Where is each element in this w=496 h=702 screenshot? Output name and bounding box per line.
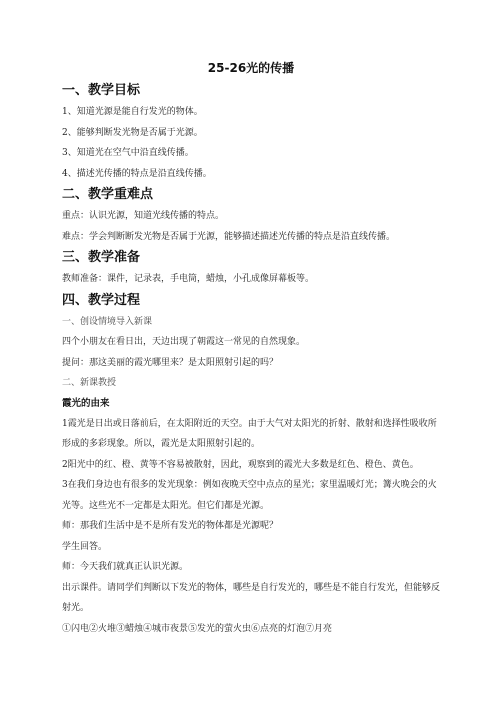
preparation-text: 教师准备：课件，记录表，手电筒，蜡烛，小孔成像屏幕板等。 [62,274,315,284]
section-heading-process: 四、教学过程 [62,292,141,308]
difficult-point-text: 难点：学会判断断发光物是否属于光源，能够描述描述光传播的特点是沿直线传播。 [62,231,396,242]
paragraph-1: 1霞光是日出或日落前后，在太阳附近的天空。由于大气对太阳光的折射、散射和选择性吸收所形成的多彩现象。所以，霞光是太阳照射引起的。 [62,418,437,449]
teacher-question: 师：那我们生活中是不是所有发光的物体都是光源呢？ [62,521,279,531]
goal-item-2: 2、能够判断发光物是否属于光源。 [62,127,203,138]
section-heading-goals: 一、教学目标 [62,83,141,98]
intro-text-1: 四个小朋友在看日出，天边出现了朝霞这一常见的自然现象。 [62,337,306,347]
key-point-text: 重点：认识光源，知道光线传播的特点。 [62,211,225,221]
light-source-list: ①闪电②火堆③蜡烛④城市夜景⑤发光的萤火虫⑥点亮的灯泡⑦月亮 [62,623,333,634]
subheading-sunglow-origin: 霞光的由来 [62,397,110,409]
intro-label: 一、创设情境导入新课 [62,316,153,327]
document-title: 25-26光的传播 [207,61,295,75]
document-content [62,60,440,639]
intro-text-2: 提问：那这美丽的霞光哪里来？是太阳照射引起的吗？ [62,357,279,368]
goal-item-4: 4、描述光传播的特点是沿直线传播。 [62,168,212,179]
goal-item-3: 3、知道光在空气中沿直线传播。 [62,148,194,158]
teacher-statement: 师：今天我们就真正认识光源。 [62,562,189,572]
students-answer: 学生回答。 [62,541,108,552]
paragraph-2: 2阳光中的红、橙、黄等不容易被散射，因此，观察到的霞光大多数是红色、橙色、黄色。 [62,459,419,470]
section-heading-preparation: 三、教学准备 [62,250,141,265]
goal-item-1: 1、知道光源是能自行发光的物体。 [62,107,203,117]
new-lesson-label: 二、新课教授 [62,378,117,388]
show-courseware-text: 出示课件。请同学们判断以下发光的物体，哪些是自行发光的，哪些是不能自行发光，但能够反射光。 [62,582,441,613]
paragraph-3: 3在我们身边也有很多的发光现象：例如夜晚天空中点点的星光；家里温暖灯光；篝火晚会的火光等。这些光不一定都是太阳光。但它们都是光源。 [62,480,437,511]
section-heading-key-points: 二、教学重难点 [62,187,154,202]
